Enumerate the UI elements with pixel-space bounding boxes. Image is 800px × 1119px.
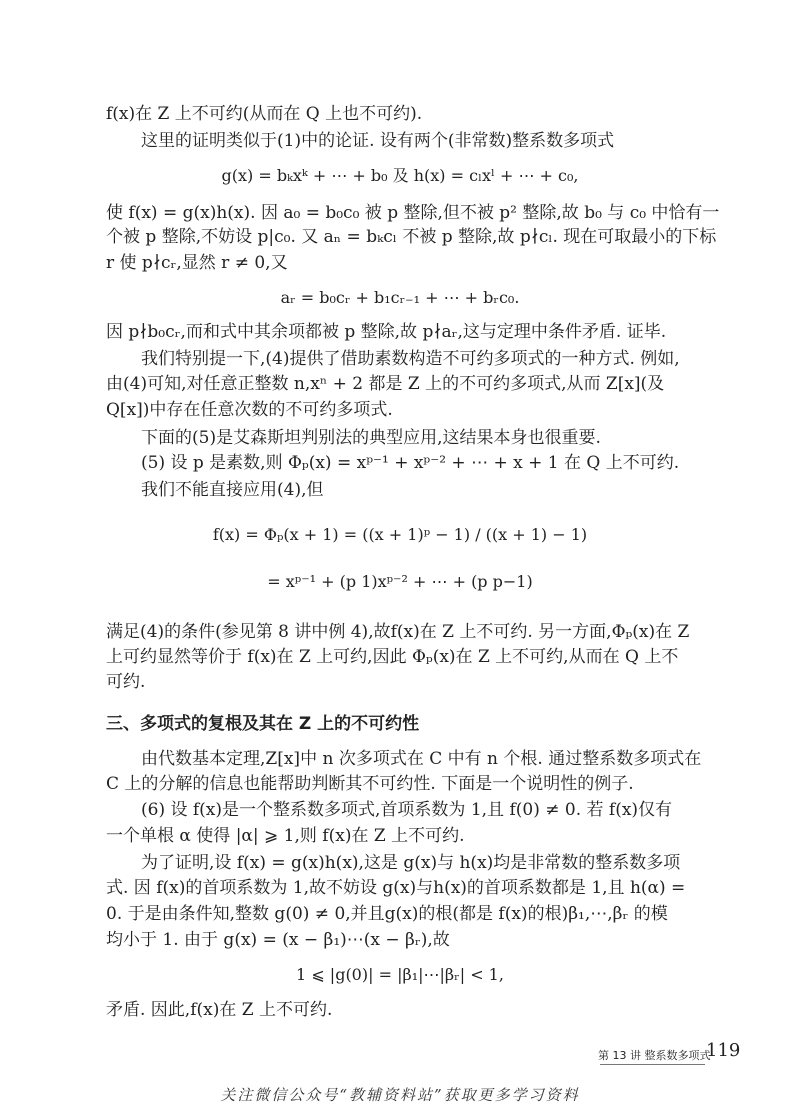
equation: = xᵖ⁻¹ + (p 1)xᵖ⁻² + ⋯ + (p p−1) bbox=[267, 572, 533, 591]
body-line: C 上的分解的信息也能帮助判断其不可约性. 下面是一个说明性的例子. bbox=[106, 774, 634, 794]
body-line: 0. 于是由条件知,整数 g(0) ≠ 0,并且g(x)的根(都是 f(x)的根)β₁,⋯,βᵣ 的模 bbox=[106, 904, 668, 924]
body-line: r 使 p∤cᵣ,显然 r ≠ 0,又 bbox=[106, 253, 288, 273]
body-line: Q[x])中存在任意次数的不可约多项式. bbox=[106, 400, 393, 420]
body-line: 矛盾. 因此,f(x)在 Z 上不可约. bbox=[106, 1000, 333, 1020]
body-line: 个被 p 整除,不妨设 p|c₀. 又 aₙ = bₖcₗ 不被 p 整除,故 p∤cₗ. 现在可取最小的下标 bbox=[106, 227, 717, 247]
body-line: 上可约显然等价于 f(x)在 Z 上可约,因此 Φₚ(x)在 Z 上不可约,从而在 Q 上不 bbox=[106, 647, 679, 667]
body-line: 由代数基本定理,Z[x]中 n 次多项式在 C 中有 n 个根. 通过整系数多项式在 bbox=[141, 749, 702, 769]
body-line: f(x)在 Z 上不可约(从而在 Q 上也不可约). bbox=[106, 104, 423, 124]
body-line: 可约. bbox=[106, 672, 146, 692]
body-line: 这里的证明类似于(1)中的论证. 设有两个(非常数)整系数多项式 bbox=[141, 131, 615, 151]
body-line: 由(4)可知,对任意正整数 n,xⁿ + 2 都是 Z 上的不可约多项式,从而 Z[x](及 bbox=[106, 374, 665, 394]
body-line: 我们特别提一下,(4)提供了借助素数构造不可约多项式的一种方式. 例如, bbox=[141, 349, 680, 369]
body-line: 一个单根 α 使得 |α| ⩾ 1,则 f(x)在 Z 上不可约. bbox=[106, 826, 465, 846]
statement: (5) 设 p 是素数,则 Φₚ(x) = xᵖ⁻¹ + xᵖ⁻² + ⋯ + x + 1 在 Q 上不可约. bbox=[141, 453, 680, 473]
section-heading: 三、多项式的复根及其在 Z 上的不可约性 bbox=[106, 714, 420, 734]
statement: (6) 设 f(x)是一个整系数多项式,首项系数为 1,且 f(0) ≠ 0. 若 f(x)仅有 bbox=[141, 800, 673, 820]
equation: f(x) = Φₚ(x + 1) = ((x + 1)ᵖ − 1) / ((x + 1) − 1) bbox=[212, 525, 588, 544]
body-line: 满足(4)的条件(参见第 8 讲中例 4),故f(x)在 Z 上不可约. 另一方面,Φₚ(x)在 Z bbox=[106, 622, 690, 642]
running-footer-chapter: 第 13 讲 整系数多项式 bbox=[598, 1049, 711, 1062]
watermark-text: 关注微信公众号“教辅资料站”获取更多学习资料 bbox=[220, 1086, 580, 1104]
equation: 1 ⩽ |g(0)| = |β₁|⋯|βᵣ| < 1, bbox=[296, 965, 504, 984]
body-line: 我们不能直接应用(4),但 bbox=[141, 480, 324, 500]
equation: g(x) = bₖxᵏ + ⋯ + b₀ 及 h(x) = cₗxˡ + ⋯ + c₀, bbox=[221, 166, 579, 185]
body-line: 使 f(x) = g(x)h(x). 因 a₀ = b₀c₀ 被 p 整除,但不被 p² 整除,故 b₀ 与 c₀ 中恰有一 bbox=[106, 203, 720, 223]
equation: aᵣ = b₀cᵣ + b₁cᵣ₋₁ + ⋯ + bᵣc₀. bbox=[280, 288, 520, 307]
body-line: 式. 因 f(x)的首项系数为 1,故不妨设 g(x)与h(x)的首项系数都是 1,且 h(α) = bbox=[106, 878, 686, 898]
body-line: 为了证明,设 f(x) = g(x)h(x),这是 g(x)与 h(x)均是非常数的整系数多项 bbox=[141, 853, 681, 873]
footer-divider bbox=[600, 1064, 705, 1065]
body-line: 下面的(5)是艾森斯坦判别法的典型应用,这结果本身也很重要. bbox=[141, 428, 601, 448]
body-line: 因 p∤b₀cᵣ,而和式中其余项都被 p 整除,故 p∤aᵣ,这与定理中条件矛盾. 证毕. bbox=[106, 322, 667, 342]
page-number: 119 bbox=[706, 1040, 741, 1061]
body-line: 均小于 1. 由于 g(x) = (x − β₁)⋯(x − βᵣ),故 bbox=[106, 930, 450, 950]
